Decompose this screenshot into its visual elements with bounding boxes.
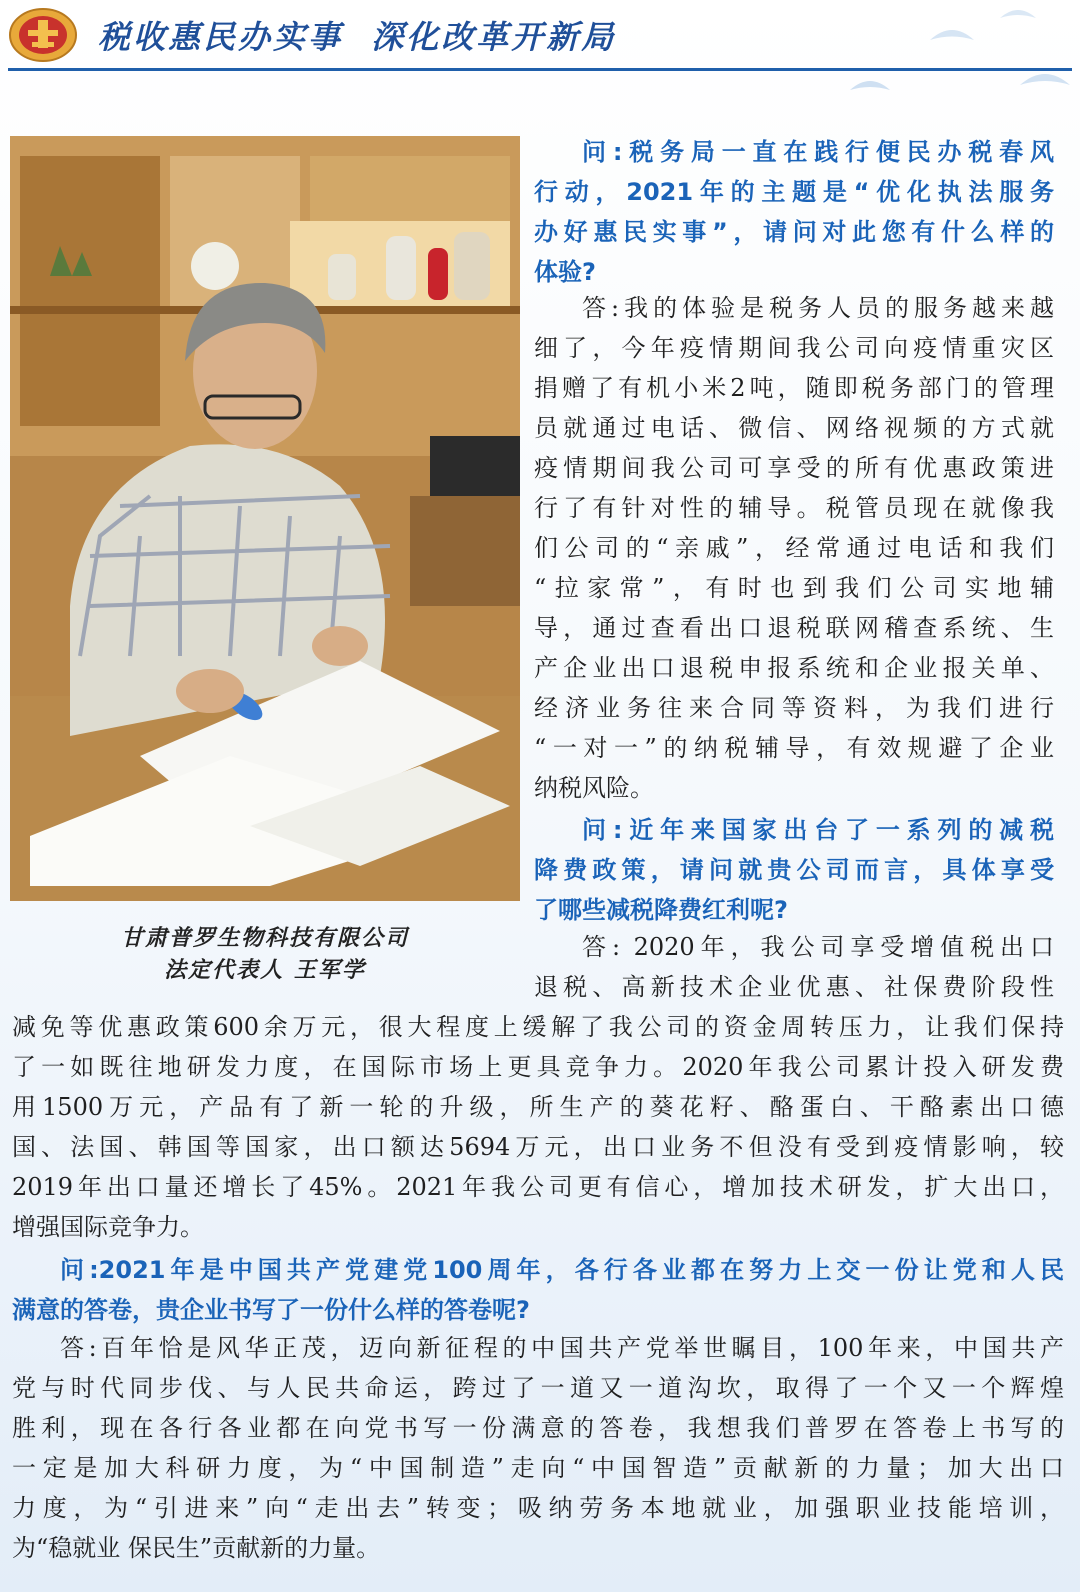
text-line: 满意的答卷，贵企业书写了一份什么样的答卷呢? (12, 1296, 530, 1324)
answer-2-continued (12, 1007, 1064, 1247)
text-line: 胜利，现在各行各业都在向党书写一份满意的答卷，我想我们普罗在答卷上书写的 (12, 1414, 1064, 1442)
page-title: 税收惠民办实事 深化改革开新局 (98, 18, 617, 56)
text-line: 体验? (534, 258, 596, 286)
text-line: 捐赠了有机小米2吨，随即税务部门的管理 (534, 374, 1054, 402)
text-line: 办好惠民实事”，请问对此您有什么样的 (534, 218, 1054, 246)
text-line: 疫情期间我公司可享受的所有优惠政策进 (534, 454, 1054, 482)
text-line: 了一如既往地研发力度，在国际市场上更具竞争力。2020年我公司累计投入研发费 (12, 1053, 1064, 1081)
text-line: 答: 2020年，我公司享受增值税出口 (582, 933, 1054, 961)
text-line: 问:税务局一直在践行便民办税春风 (582, 138, 1054, 166)
text-line: 产企业出口退税申报系统和企业报关单、 (534, 654, 1054, 682)
text-line: 问:2021年是中国共产党建党100周年，各行各业都在努力上交一份让党和人民 (60, 1256, 1064, 1284)
text-line: “一对一”的纳税辅导，有效规避了企业 (534, 734, 1054, 762)
answer-1 (534, 288, 1054, 808)
text-line: “拉家常”，有时也到我们公司实地辅 (534, 574, 1054, 602)
page-header (0, 0, 1080, 76)
text-line: 降费政策，请问就贵公司而言，具体享受 (534, 856, 1054, 884)
caption-person: 法定代表人 王军学 (164, 957, 366, 983)
question-3 (12, 1250, 1064, 1330)
answer-2-start (534, 927, 1054, 1007)
question-2 (534, 810, 1054, 930)
question-1 (534, 132, 1054, 292)
text-line: 答:百年恰是风华正茂，迈向新征程的中国共产党举世瞩目，100年来，中国共产 (60, 1334, 1064, 1362)
header-divider (8, 68, 1072, 71)
photo-caption (10, 922, 520, 986)
text-line: 用1500万元，产品有了新一轮的升级，所生产的葵花籽、酪蛋白、干酪素出口德 (12, 1093, 1064, 1121)
caption-company: 甘肃普罗生物科技有限公司 (120, 925, 409, 951)
text-line: 增强国际竞争力。 (12, 1213, 204, 1241)
text-line: 一定是加大科研力度，为“中国制造”走向“中国智造”贡献新的力量；加大出口 (12, 1454, 1064, 1482)
text-line: 为“稳就业 保民生”贡献新的力量。 (12, 1534, 381, 1562)
text-line: 党与时代同步伐、与人民共命运，跨过了一道又一道沟坎，取得了一个又一个辉煌 (12, 1374, 1064, 1402)
text-line: 纳税风险。 (534, 774, 654, 802)
photo-man-reading-documents (10, 136, 520, 901)
text-line: 了哪些减税降费红利呢? (534, 896, 788, 924)
text-line: 行了有针对性的辅导。税管员现在就像我 (534, 494, 1054, 522)
text-line: 细了，今年疫情期间我公司向疫情重灾区 (534, 334, 1054, 362)
text-line: 员就通过电话、微信、网络视频的方式就 (534, 414, 1054, 442)
answer-3 (12, 1328, 1064, 1568)
text-line: 2019年出口量还增长了45%。2021年我公司更有信心，增加技术研发，扩大出口， (12, 1173, 1064, 1201)
birds-decoration (700, 0, 1080, 120)
text-line: 行动，2021年的主题是“优化执法服务 (534, 178, 1054, 206)
text-line: 减免等优惠政策600余万元，很大程度上缓解了我公司的资金周转压力，让我们保持 (12, 1013, 1064, 1041)
interview-photo (10, 136, 520, 901)
text-line: 导，通过查看出口退税联网稽查系统、生 (534, 614, 1054, 642)
text-line: 力度，为“引进来”向“走出去”转变；吸纳劳务本地就业，加强职业技能培训， (12, 1494, 1064, 1522)
text-line: 们公司的“亲戚”，经常通过电话和我们 (534, 534, 1054, 562)
text-line: 国、法国、韩国等国家，出口额达5694万元，出口业务不但没有受到疫情影响，较 (12, 1133, 1064, 1161)
text-line: 问:近年来国家出台了一系列的减税 (582, 816, 1054, 844)
text-line: 答:我的体验是税务人员的服务越来越 (582, 294, 1054, 322)
tax-bureau-emblem-icon (8, 6, 78, 64)
text-line: 退税、高新技术企业优惠、社保费阶段性 (534, 973, 1054, 1001)
text-line: 经济业务往来合同等资料，为我们进行 (534, 694, 1054, 722)
